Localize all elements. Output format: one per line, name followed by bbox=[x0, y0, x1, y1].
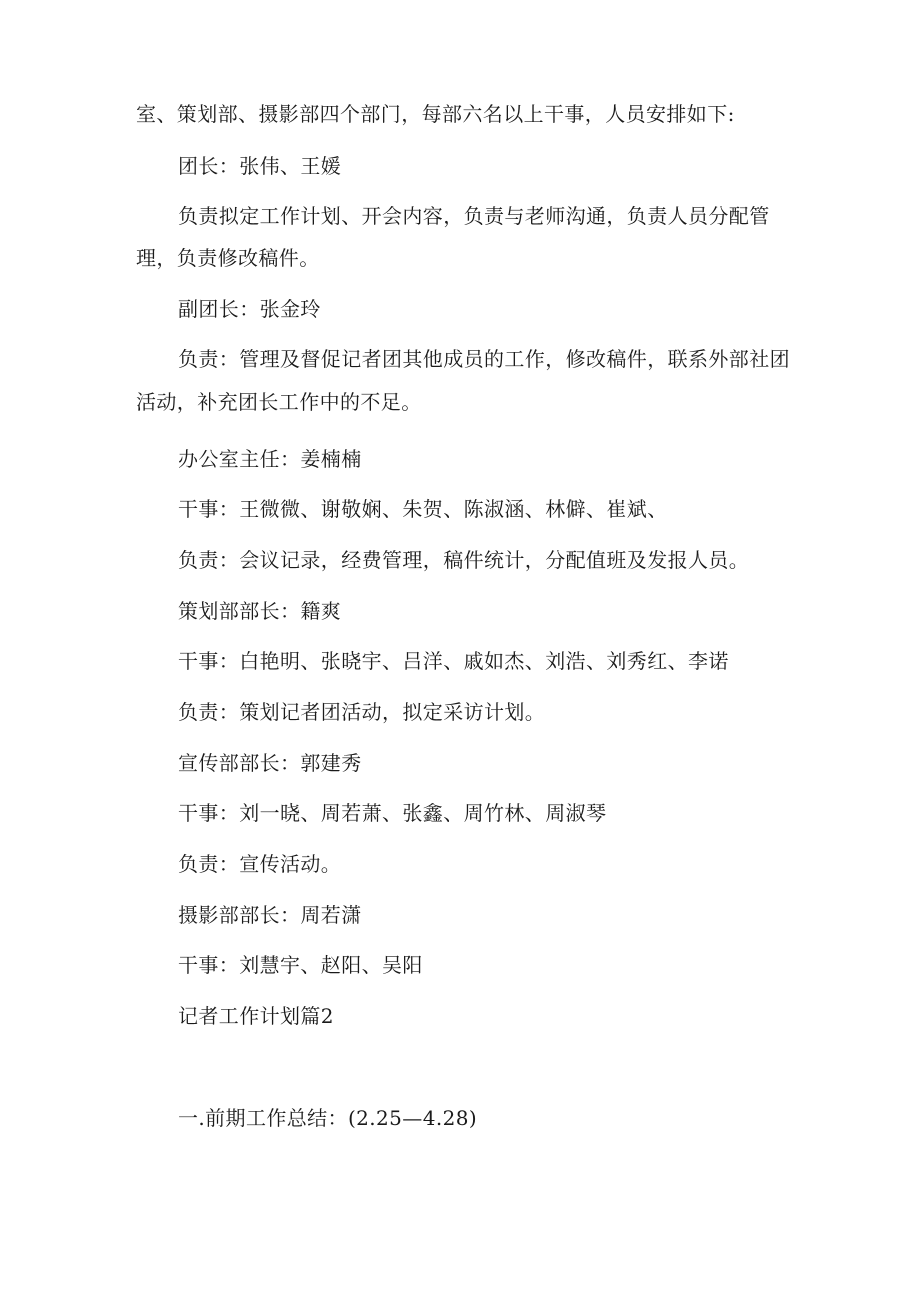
text-line-planning-head: 策划部部长：籍爽 bbox=[178, 599, 342, 623]
text-line-leader-duty: 负责拟定工作计划、开会内容，负责与老师沟通，负责人员分配管 bbox=[178, 204, 770, 228]
text-line-office-duty: 负责：会议记录，经费管理，稿件统计，分配值班及发报人员。 bbox=[178, 548, 750, 572]
text-line-photo-head: 摄影部部长：周若潇 bbox=[178, 903, 362, 927]
text-line-publicity-duty: 负责：宣传活动。 bbox=[178, 852, 342, 876]
text-line-continuation: 室、策划部、摄影部四个部门，每部六名以上干事，人员安排如下: bbox=[136, 102, 735, 126]
text-line-photo-staff: 干事：刘慧宇、赵阳、吴阳 bbox=[178, 953, 423, 977]
text-line-office-staff: 干事：王微微、谢敬娴、朱贺、陈淑涵、林僻、崔斌、 bbox=[178, 497, 668, 521]
section-heading: 记者工作计划篇2 bbox=[178, 1004, 334, 1028]
text-line-leader: 团长：张伟、王媛 bbox=[178, 154, 342, 178]
text-line-office-head: 办公室主任：姜楠楠 bbox=[178, 447, 362, 471]
text-line-leader-duty-cont: 理，负责修改稿件。 bbox=[136, 246, 320, 270]
text-line-deputy-duty-cont: 活动，补充团长工作中的不足。 bbox=[136, 390, 422, 414]
text-line-planning-staff: 干事：白艳明、张晓宇、吕洋、戚如杰、刘浩、刘秀红、李诺 bbox=[178, 649, 729, 673]
text-line-planning-duty: 负责：策划记者团活动，拟定采访计划。 bbox=[178, 700, 546, 724]
text-line-deputy-duty: 负责：管理及督促记者团其他成员的工作，修改稿件，联系外部社团 bbox=[178, 347, 790, 371]
text-line-publicity-head: 宣传部部长：郭建秀 bbox=[178, 751, 362, 775]
text-line-deputy: 副团长：张金玲 bbox=[178, 297, 321, 321]
subsection-heading: 一.前期工作总结：(2.25—4.28) bbox=[178, 1106, 478, 1130]
text-line-publicity-staff: 干事：刘一晓、周若萧、张鑫、周竹林、周淑琴 bbox=[178, 801, 607, 825]
